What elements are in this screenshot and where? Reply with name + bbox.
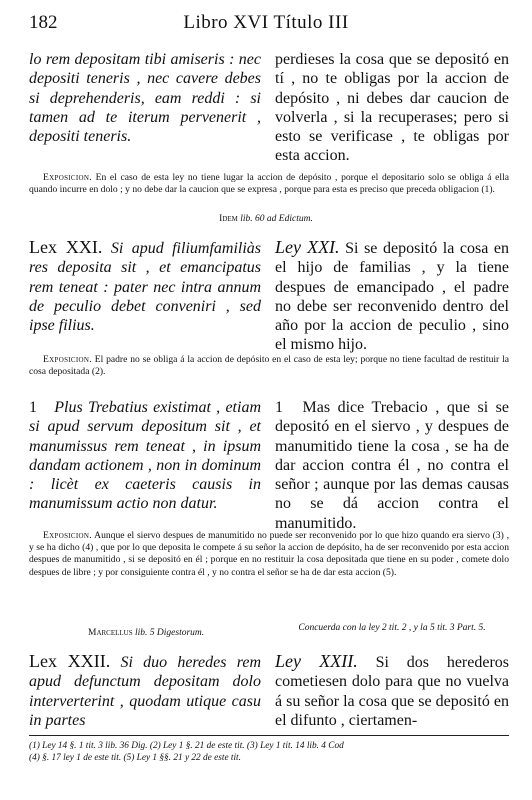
lex-xxii-latin xyxy=(29,652,261,730)
lex-xxi-spanish-heading: Ley XXI. xyxy=(275,237,340,257)
paragraph-1-latin-text: Plus Trebatius existimat , etiam si apud servum depositum sit , et manumissus rem teneat , in ipsum dandam actionem , non in dominum : licèt ex caeteris causis in manumissum actio non datur. xyxy=(29,399,262,513)
source-citation-1 xyxy=(0,214,532,224)
exposition-text: Aunque el siervo despues de manumitido no puede ser reconvenido por lo que hizo quando era siervo (3) , y se ha dicho (4) , que por lo que deposita le compete á su señor la accion de depósito, ha de ser reconvenido por esta accion despues de manumitido , si se depositó en él ; porque en no restituir la cosa depositada que tiene en su poder , comete dolo despues de libre ; y por consiguiente contra él , y no contra el señor se ha de dar esta accion (5). xyxy=(29,530,509,578)
exposition-label: Exposicion. xyxy=(43,172,92,183)
paragraph-1-spanish-text: Mas dice Trebacio , que si se depositó en el siervo , y despues de manumitido tiene la cosa , se ha de dar accion contra él , no contra el señor ; aunque por las demas causas no se dá accion contra el manumitido. xyxy=(275,399,509,532)
source-citation-2 xyxy=(88,628,204,638)
lex-xxii-latin-text: Si duo heredes rem apud defunctum depositam dolo interverterint , quodam utique casu in partes xyxy=(29,654,262,729)
exposition-note-1 xyxy=(29,172,509,196)
paragraph-1-spanish xyxy=(275,398,509,533)
lex-xxii-spanish-heading: Ley XXII. xyxy=(275,651,358,671)
page-number: 182 xyxy=(29,12,58,33)
exposition-text: En el caso de esta ley no tiene lugar la accion de depósito , porque el depositario solo se obliga á ella quando incurre en dolo ; y no debe dar la caucion que se expresa , porque para esta es preciso que preceda obligacion (1). xyxy=(29,172,509,196)
concordance-note: Concuerda con la ley 2 tit. 2 , y la 5 tit. 3 Part. 5. xyxy=(298,623,486,633)
source-author: Marcellus xyxy=(88,628,133,638)
footnote-rule xyxy=(29,735,509,736)
source-work: lib. 5 Digestorum. xyxy=(135,628,205,638)
lex-xxii-spanish xyxy=(275,652,509,730)
paragraph-1-spanish-number: 1 xyxy=(275,399,283,416)
lex-xxi-latin xyxy=(29,238,261,335)
source-author: Idem xyxy=(219,214,238,224)
exposition-label: Exposicion. xyxy=(43,530,92,541)
lex-xxi-spanish xyxy=(275,238,509,355)
paragraph-1-latin-number: 1 xyxy=(29,399,37,416)
spanish-continuation: perdieses la cosa que se depositó en tí , no te obligas por la accion de depósito , ni debes dar caucion de volverla , si la recuperases; pero si esto se verificase , te obligas por esta accion. xyxy=(275,51,509,165)
lex-xxi-latin-heading: Lex XXI. xyxy=(29,237,103,257)
exposition-label: Exposicion. xyxy=(43,354,92,365)
lex-xxi-spanish-text: Si se depositó la cosa en el hijo de familias , y la tiene despues de emancipado , el padre no debe ser reconvenido dentro del año por la accion de peculio , sino el mismo hijo. xyxy=(275,240,509,354)
lex-xxi-latin-text: Si apud filiumfamiliàs res deposita sit , et emancipatus rem teneat : pater nec intra annum de peculio debet conveniri , sed ipse filius. xyxy=(29,240,262,335)
source-work: lib. 60 ad Edictum. xyxy=(240,214,313,224)
lex-xxii-latin-heading: Lex XXII. xyxy=(29,651,111,671)
paragraph-1-latin xyxy=(29,398,261,514)
footnote-line-1: (1) Ley 14 §. 1 tit. 3 lib. 36 Dig. (2) Ley 1 §. 21 de este tit. (3) Ley 1 tit. 14 lib. 4 Cod xyxy=(29,741,344,751)
exposition-note-2 xyxy=(29,354,509,378)
footnote-line-2: (4) §. 17 ley 1 de este tit. (5) Ley 1 §§. 21 y 22 de este tit. xyxy=(29,752,241,763)
lex-xxii-spanish-text: Si dos herederos cometiesen dolo para que no vuelva á su señor la cosa que se depositó en el difunto , ciertamen- xyxy=(275,654,510,729)
page-header xyxy=(0,12,532,36)
footnotes xyxy=(29,741,509,765)
latin-continuation: lo rem depositam tibi amiseris : nec depositi teneris , nec cavere debes si deprehenderis, eam reddi : si tamen ad te iterum pervenerit , depositi teneris. xyxy=(29,51,261,146)
running-title: Libro XVI Título III xyxy=(183,12,349,33)
exposition-note-3 xyxy=(29,530,509,579)
exposition-text: El padre no se obliga á la accion de depósito en el caso de esta ley; porque no tiene facultad de restituir la cosa depositada (2). xyxy=(29,354,509,378)
